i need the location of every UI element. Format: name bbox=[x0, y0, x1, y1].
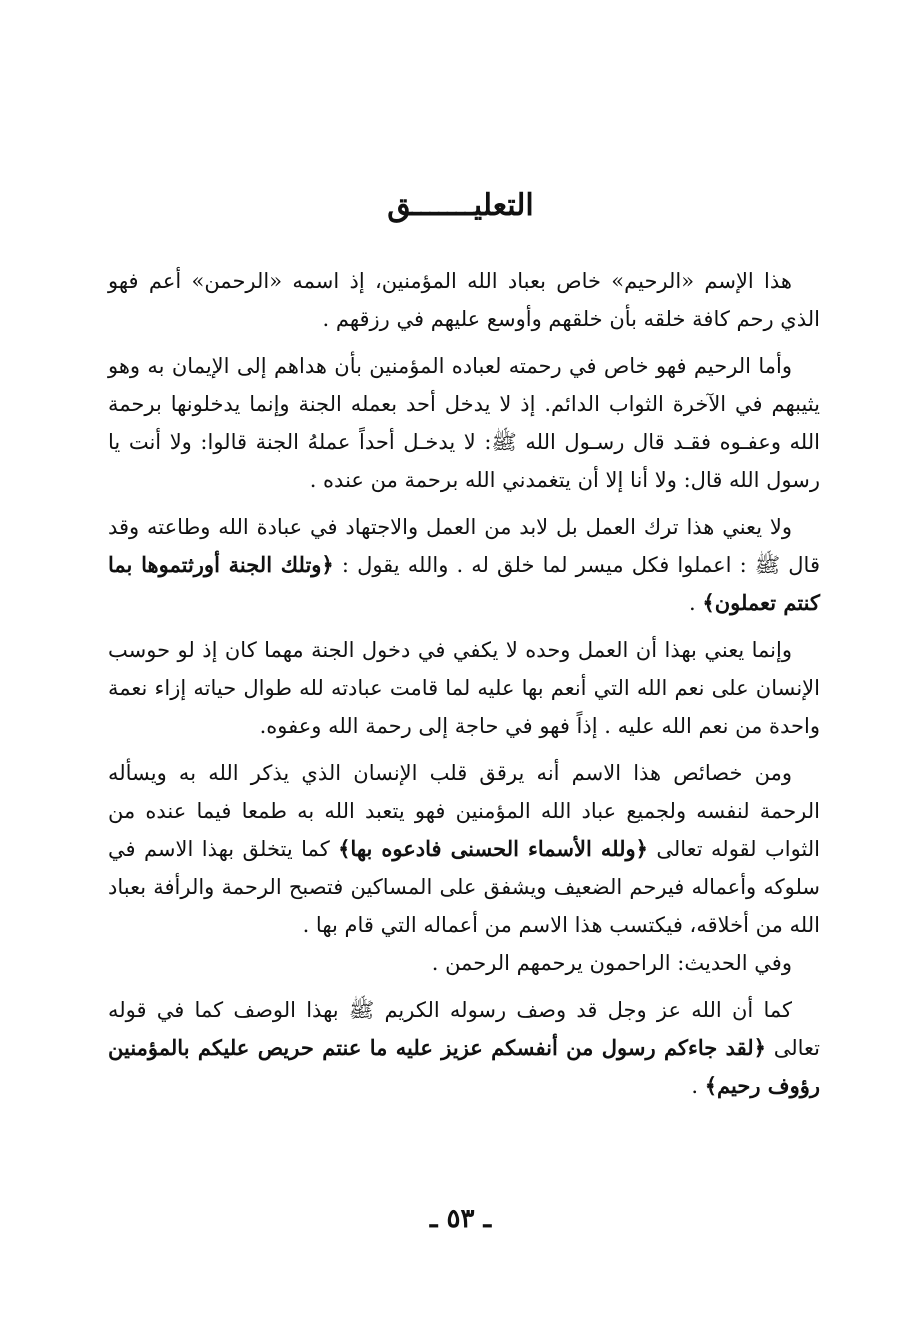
quran-verse-quote: ﴿وتلك الجنة أورثتموها بما كنتم تعملون﴾ bbox=[108, 552, 820, 615]
paragraph-1 bbox=[108, 262, 820, 338]
paragraph-5 bbox=[108, 754, 820, 944]
paragraph-3-text-after: . bbox=[689, 591, 703, 615]
paragraph-4 bbox=[108, 631, 820, 745]
paragraph-2 bbox=[108, 347, 820, 499]
paragraph-3-text-before: ولا يعني هذا ترك العمل بل لابد من العمل والاجتهاد في عبادة الله وطاعته وقد قال ﷺ : اعملوا فكل ميسر لما خلق له . والله يقول : bbox=[108, 515, 820, 577]
paragraph-3 bbox=[108, 508, 820, 622]
quran-verse-quote: ﴿لقد جاءكم رسول من أنفسكم عزيز عليه ما عنتم حريص عليكم بالمؤمنين رؤوف رحيم﴾ bbox=[108, 1035, 820, 1098]
paragraph-7 bbox=[108, 991, 820, 1105]
page-title: التعليـــــــق bbox=[387, 188, 534, 223]
paragraph-4-text: وإنما يعني بهذا أن العمل وحده لا يكفي في دخول الجنة مهما كان إذ لو حوسب الإنسان على نعم الله التي أنعم بها عليه لما قامت عبادته لله طوال حياته إزاء نعمة واحدة من نعم الله عليه . إذاً فهو في حاجة إلى رحمة الله وعفوه. bbox=[108, 638, 820, 738]
paragraph-2-text: وأما الرحيم فهو خاص في رحمته لعباده المؤمنين بأن هداهم إلى الإيمان به وهو يثيبهم في الآخرة الثواب الدائم. إذ لا يدخل أحد بعمله الجنة وإنما يدخلونها برحمة الله وعفـوه فقـد قال رسـول الله ﷺ: لا يدخـل أحداً عملهُ الجنة قالوا: ولا أنت يا رسول الله قال: ولا أنا إلا أن يتغمدني الله برحمة من عنده . bbox=[108, 354, 820, 492]
paragraph-5-text-after: كما يتخلق بهذا الاسم في سلوكه وأعماله فيرحم الضعيف ويشفق على المساكين فتصبح الرحمة والرأفة بعباد الله من أخلاقه، فيكتسب هذا الاسم من أعماله التي قام بها . bbox=[108, 837, 820, 937]
paragraph-6-text: وفي الحديث: الراحمون يرحمهم الرحمن . bbox=[431, 951, 792, 975]
page-number: ـ ٥٣ ـ bbox=[429, 1204, 492, 1234]
quran-verse-quote: ﴿ولله الأسماء الحسنى فادعوه بها﴾ bbox=[338, 836, 648, 861]
paragraph-1-text: هذا الإسم «الرحيم» خاص بعباد الله المؤمنين، إذ اسمه «الرحمن» أعم فهو الذي رحم كافة خلقه بأن خلقهم وأوسع عليهم في رزقهم . bbox=[108, 269, 820, 331]
paragraph-6 bbox=[108, 944, 820, 982]
commentary-body bbox=[108, 262, 820, 1114]
paragraph-7-text-after: . bbox=[691, 1074, 705, 1098]
paragraph-7-text-before: كما أن الله عز وجل قد وصف رسوله الكريم ﷺ بهذا الوصف كما في قوله تعالى bbox=[108, 998, 821, 1060]
paragraph-5-text-before: ومن خصائص هذا الاسم أنه يرقق قلب الإنسان الذي يذكر الله به ويسأله الرحمة لنفسه ولجميع عباد الله المؤمنين فهو يتعبد الله به طمعا فيما عنده من الثواب لقوله تعالى bbox=[108, 761, 820, 861]
